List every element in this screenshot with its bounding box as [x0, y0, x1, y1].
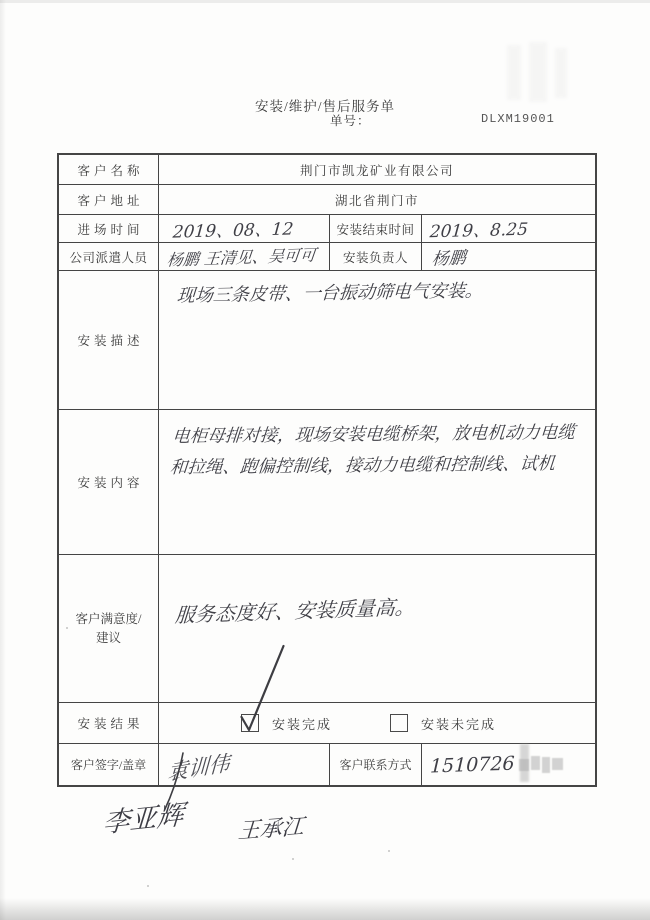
- row-times: [59, 215, 595, 243]
- install-end-time-value: 2019、8.25: [429, 219, 529, 243]
- install-description-label: 安装描述: [59, 271, 159, 409]
- scan-speck: [147, 885, 149, 887]
- customer-signature-value: [159, 744, 330, 785]
- install-content-value: [159, 410, 595, 554]
- install-content-line1: 电柜母排对接，现场安装电缆桥架，放电机动力电缆: [171, 422, 576, 448]
- row-install-description: [59, 271, 595, 410]
- service-form-table: [57, 153, 597, 787]
- scan-edge-shadow-bottom: [0, 898, 650, 920]
- phone-redaction-block: [552, 758, 563, 770]
- satisfaction-label-line2: 建议: [95, 630, 121, 645]
- scan-edge-shadow-top: [0, 0, 650, 3]
- customer-name-label: 客户名称: [59, 155, 159, 184]
- customer-signature-scrawl: 袁训伟: [166, 750, 231, 786]
- install-content-label: 安装内容: [59, 410, 159, 554]
- entry-time-label: 进场时间: [59, 215, 159, 242]
- customer-signature-label: 客户签字/盖章: [59, 744, 159, 785]
- install-manager-value: 杨鹏: [430, 248, 467, 270]
- phone-redaction-bar: [520, 744, 529, 782]
- install-result-label: 安装结果: [59, 703, 159, 743]
- install-manager-label: 安装负责人: [330, 243, 422, 270]
- satisfaction-label-line1: 客户满意度/: [75, 611, 142, 626]
- satisfaction-label: [59, 555, 159, 702]
- install-description-value: 现场三条皮带、一台振动筛电气安装。: [176, 280, 484, 307]
- customer-name-value: 荆门市凯龙矿业有限公司: [299, 163, 454, 178]
- satisfaction-value: 服务态度好、安装质量高。: [174, 594, 416, 628]
- order-number-value: DLXM19001: [481, 112, 555, 126]
- entry-time-value: 2019、08、12: [159, 215, 330, 242]
- install-end-time-label: 安装结束时间: [330, 215, 422, 242]
- install-done-option-label: 安装完成: [272, 716, 333, 732]
- dispatched-staff-value: 杨鹏 王清见、吴可可: [159, 243, 330, 270]
- row-install-result: [59, 703, 595, 744]
- customer-contact-value: [422, 744, 595, 785]
- scan-smudge: [555, 48, 567, 98]
- install-not-done-option-label: 安装未完成: [421, 716, 497, 732]
- scan-smudge: [529, 42, 547, 102]
- row-personnel: [59, 243, 595, 271]
- phone-number-visible: 1510726: [429, 752, 515, 777]
- customer-address-label: 客户地址: [59, 185, 159, 214]
- scan-edge-shadow-left: [0, 0, 6, 920]
- footer-signature-2: 王承江: [237, 814, 305, 845]
- customer-contact-label: 客户联系方式: [330, 744, 422, 785]
- row-install-content: [59, 410, 595, 555]
- row-customer-address: [59, 185, 595, 215]
- form-title: 安装/维护/售后服务单: [254, 99, 395, 114]
- footer-signature-1: 李亚辉: [101, 799, 185, 840]
- customer-address-value: 湖北省荆门市: [334, 193, 419, 208]
- scan-smudge: [507, 45, 521, 100]
- phone-redaction-block: [542, 757, 550, 773]
- row-satisfaction: [59, 555, 595, 703]
- checkbox-install-done: [241, 714, 259, 732]
- checkbox-install-not-done: [390, 714, 408, 732]
- scan-speck: [66, 627, 68, 629]
- row-customer-name: [59, 155, 595, 185]
- scan-speck: [388, 850, 390, 852]
- scan-speck: [292, 858, 294, 860]
- install-result-options: [159, 703, 595, 743]
- phone-redaction-block: [531, 756, 540, 770]
- row-signature-contact: [59, 744, 595, 785]
- dispatched-staff-label: 公司派遣人员: [59, 243, 159, 270]
- order-number-label: 单号：: [330, 114, 371, 128]
- install-content-line2: 和拉绳、跑偏控制线，接动力电缆和控制线、试机: [169, 454, 556, 479]
